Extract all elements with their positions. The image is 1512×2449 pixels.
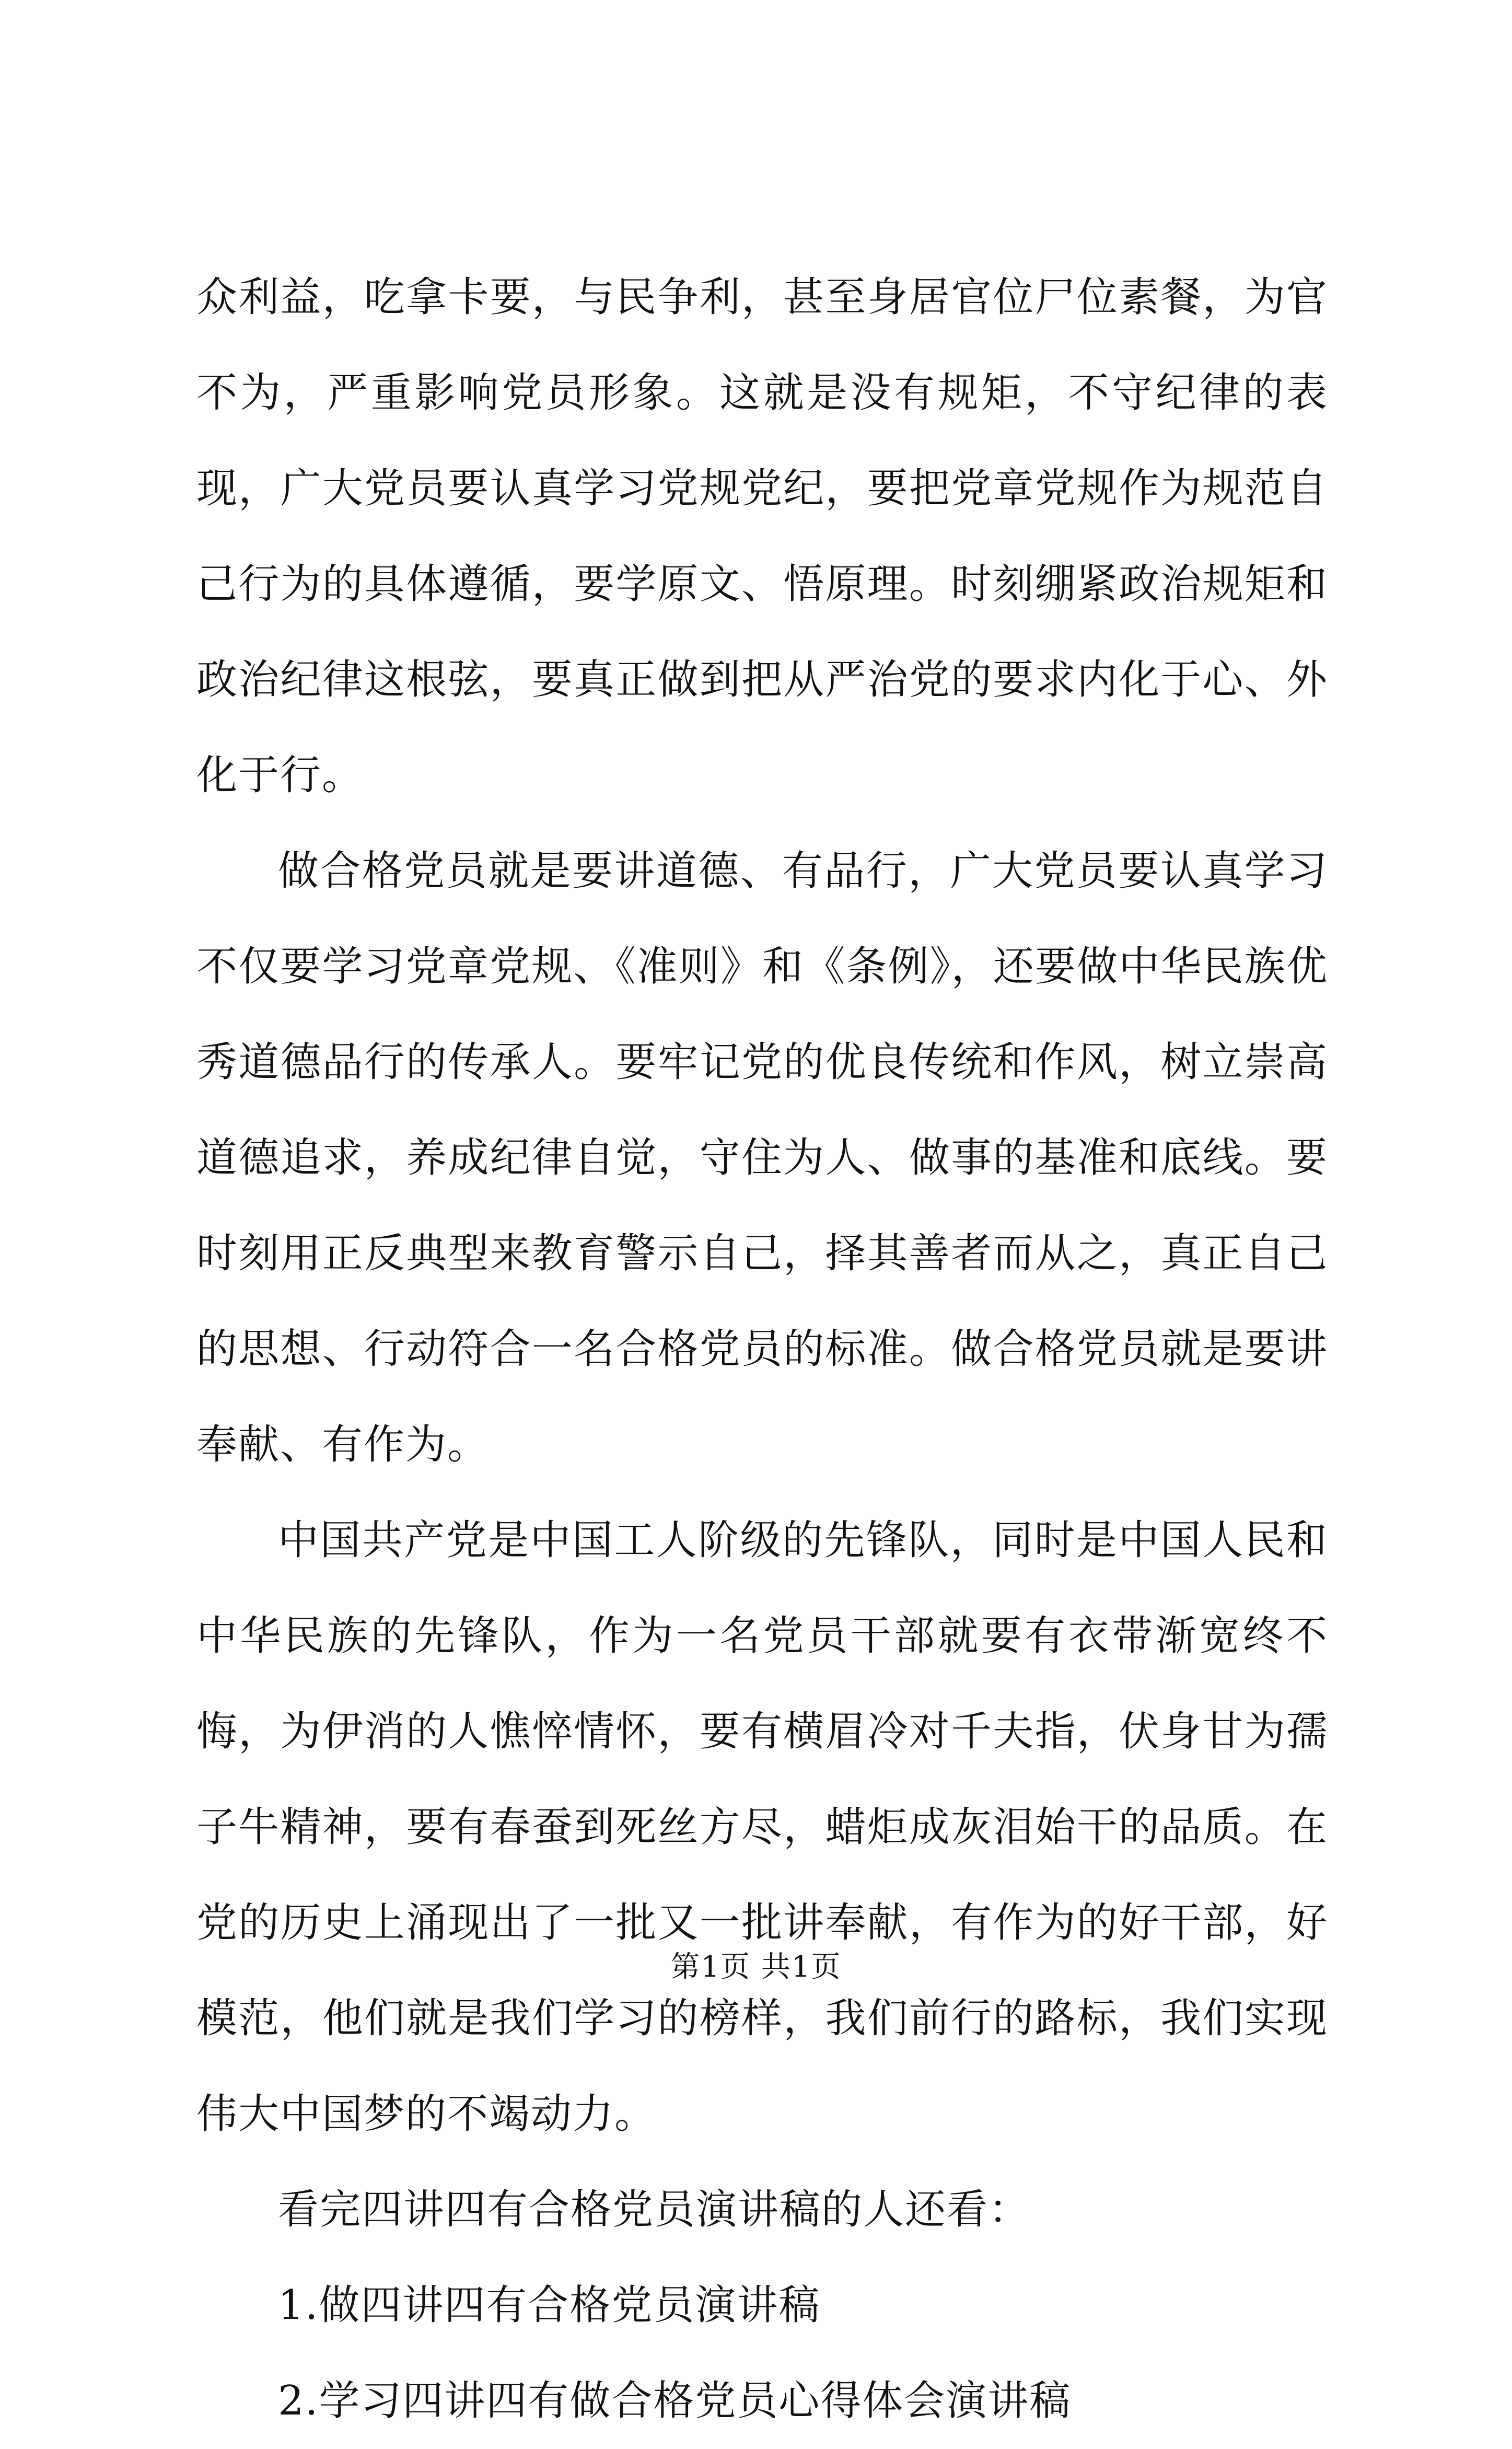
paragraph-morality: 做合格党员就是要讲道德、有品行，广大党员要认真学习不仅要学习党章党规、《准则》和《条例》，还要做中华民族优秀道德品行的传承人。要牢记党的优良传统和作风，树立崇高道德追求，养成纪律自觉，守住为人、做事的基准和底线。要时刻用正反典型来教育警示自己，择其善者而从之，真正自己的思想、行动符合一名合格党员的标准。做合格党员就是要讲奉献、有作为。 (196, 848, 1328, 1468)
paragraph-continuation: 众利益，吃拿卡要，与民争利，甚至身居官位尸位素餐，为官不为，严重影响党员形象。这就是没有规矩，不守纪律的表现，广大党员要认真学习党规党纪，要把党章党规作为规范自己行为的具体遵循，要学原文、悟原理。时刻绷紧政治规矩和政治纪律这根弦，要真正做到把从严治党的要求内化于心、外化于行。 (196, 274, 1328, 799)
paragraph-vanguard: 中国共产党是中国工人阶级的先锋队，同时是中国人民和中华民族的先锋队，作为一名党员干部就要有衣带渐宽终不悔，为伊消的人憔悴情怀，要有横眉冷对千夫指，伏身甘为孺子牛精神，要有春蚕到死丝方尽，蜡炬成灰泪始干的品质。在党的历史上涌现出了一批又一批讲奉献，有作为的好干部，好模范，他们就是我们学习的榜样，我们前行的路标，我们实现伟大中国梦的不竭动力。 (196, 1517, 1328, 2138)
page-footer: 第1页 共1页 (670, 1950, 842, 1984)
related-heading: 看完四讲四有合格党员演讲稿的人还看： (278, 2186, 1031, 2233)
document-body (196, 250, 1328, 2449)
related-link-1[interactable]: 1.做四讲四有合格党员演讲稿 (278, 2282, 821, 2329)
related-link-2[interactable]: 2.学习四讲四有做合格党员心得体会演讲稿 (278, 2377, 1072, 2424)
